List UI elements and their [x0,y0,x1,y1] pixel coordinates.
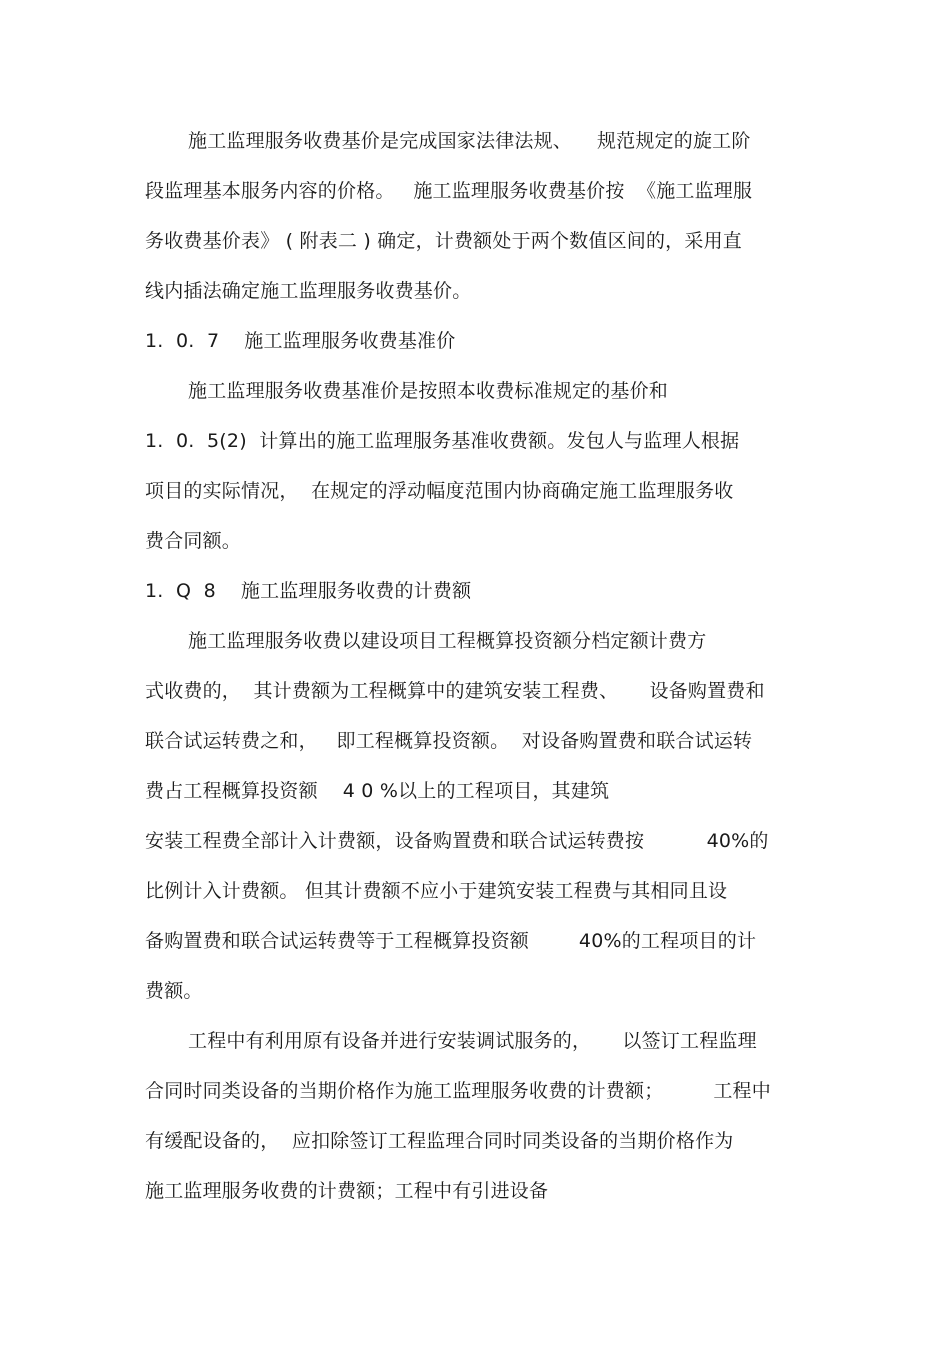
section-heading: 1. Q 8 施工监理服务收费的计费额 [145,580,472,602]
paragraph-line: 施工监理服务收费基准价是按照本收费标准规定的基价和 [188,380,669,402]
paragraph-line: 有缓配设备的， 应扣除签订工程监理合同时同类设备的当期价格作为 [145,1130,734,1152]
paragraph-line: 1. 0. 5(2) 计算出的施工监理服务基准收费额。发包人与监理人根据 [145,430,740,452]
paragraph-line: 线内插法确定施工监理服务收费基价。 [145,280,472,302]
paragraph-line: 合同时同类设备的当期价格作为施工监理服务收费的计费额； 工程中 [145,1080,771,1102]
paragraph-line: 费额。 [145,980,203,1002]
paragraph-line: 式收费的， 其计费额为工程概算中的建筑安装工程费、 设备购置费和 [145,680,765,702]
paragraph-line: 项目的实际情况， 在规定的浮动幅度范围内协商确定施工监理服务收 [145,480,734,502]
paragraph-line: 联合试运转费之和， 即工程概算投资额。 对设备购置费和联合试运转 [145,730,753,752]
paragraph-line: 安装工程费全部计入计费额，设备购置费和联合试运转费按 40%的 [145,830,769,852]
paragraph-line: 费占工程概算投资额 4 0 %以上的工程项目，其建筑 [145,780,610,802]
paragraph-line: 务收费基价表》 ( 附表二 ) 确定，计费额处于两个数值区间的，采用直 [145,230,742,252]
paragraph-line: 施工监理服务收费的计费额；工程中有引进设备 [145,1180,549,1202]
paragraph-line: 备购置费和联合试运转费等于工程概算投资额 40%的工程项目的计 [145,930,757,952]
paragraph-line: 工程中有利用原有设备并进行安装调试服务的， 以签订工程监理 [188,1030,757,1052]
paragraph-line: 费合同额。 [145,530,242,552]
paragraph-line: 比例计入计费额。 但其计费额不应小于建筑安装工程费与其相同且设 [145,880,728,902]
paragraph-line: 段监理基本服务内容的价格。 施工监理服务收费基价按 《施工监理服 [145,180,753,202]
section-heading: 1. 0. 7 施工监理服务收费基准价 [145,330,456,352]
paragraph-line: 施工监理服务收费以建设项目工程概算投资额分档定额计费方 [188,630,707,652]
paragraph-line: 施工监理服务收费基价是完成国家法律法规、 规范规定的旋工阶 [188,130,751,152]
